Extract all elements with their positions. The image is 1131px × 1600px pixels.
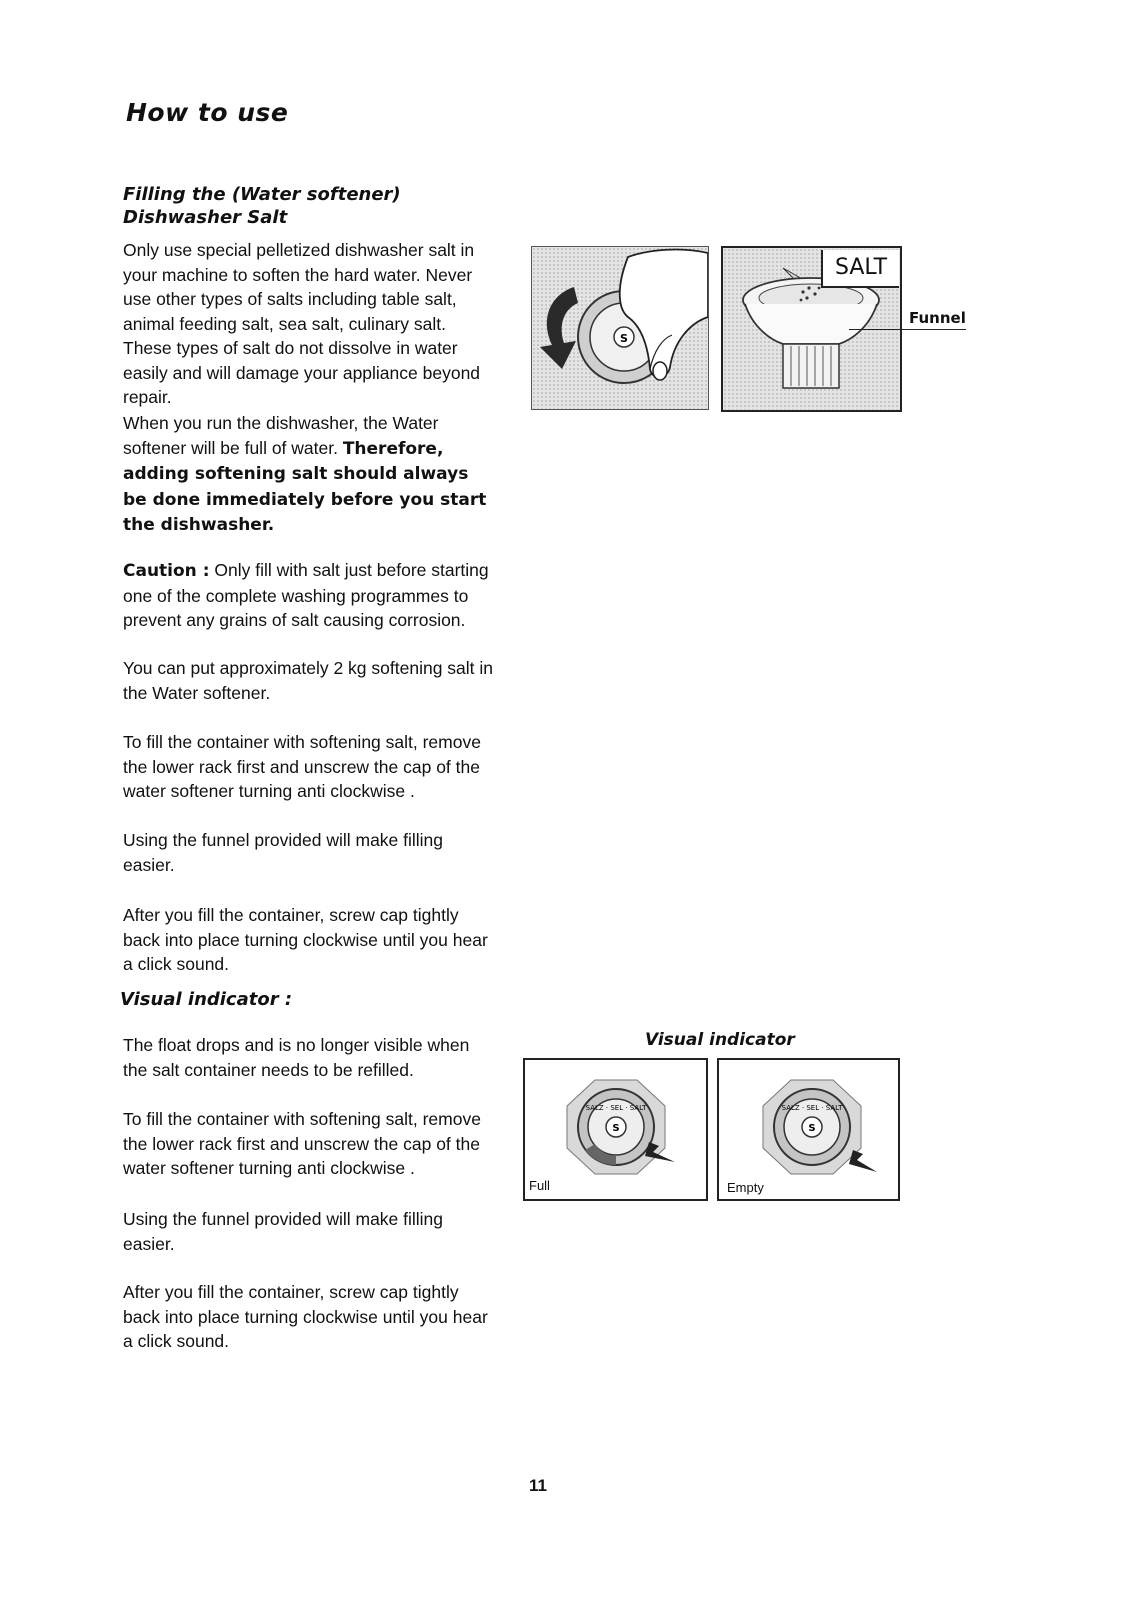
float-paragraph: The float drops and is no longer visible when the salt container needs to be refilled. [123,1035,470,1080]
full-cap-text: SALZ · SEL · SALT [585,1104,647,1112]
run-paragraph-normal: When you run the dishwasher, the Water softener will be full of water. [123,413,439,458]
cap-letter: S [620,332,628,345]
caution-label: Caution : [123,561,210,581]
close-cap-paragraph-2: After you fill the container, screw cap tightly back into place turning clockwise until you hear a click sound. [123,1282,488,1351]
salt-label: SALT [834,255,888,280]
fill-paragraph-2: To fill the container with softening salt, remove the lower rack first and unscrew the cap of the water softener turning anti clockwise . [123,1109,481,1178]
full-label: Full [529,1178,550,1193]
indicator-full-icon [525,1060,706,1199]
empty-cap-letter: S [808,1123,816,1134]
funnel-callout: Funnel [909,309,966,330]
section-heading-line1: Filling the (Water softener) [123,184,401,205]
run-paragraph-bold: Therefore, adding softening salt should always be done immediately before you start the dishwasher. [123,438,487,535]
caution-paragraph [123,558,495,633]
caution-text: Only fill with salt just before starting one of the complete washing programmes to prevent any grains of salt causing corrosion. [123,560,489,630]
capacity-paragraph: You can put approximately 2 kg softening salt in the Water softener. [123,658,494,703]
empty-label: Empty [727,1180,764,1195]
unscrew-cap-illustration [531,246,709,410]
empty-cap-text: SALZ · SEL · SALT [781,1104,843,1112]
close-cap-paragraph: After you fill the container, screw cap tightly back into place turning clockwise until you hear a click sound. [123,905,488,974]
run-paragraph [123,411,495,538]
visual-indicator-heading: Visual indicator : [120,989,293,1010]
intro-paragraph: Only use special pelletized dishwasher salt in your machine to soften the hard water. Never use other types of salts including table salt, animal feeding salt, sea salt, culinary salt. These types of salt do not dissolve in water easily and will damage your appliance beyond repair. [123,240,481,407]
fill-paragraph: To fill the container with softening salt, remove the lower rack first and unscrew the cap of the water softener turning anti clockwise . [123,732,481,801]
salt-label-box [821,250,899,288]
full-cap-letter: S [612,1123,620,1134]
indicator-empty-figure [717,1058,900,1201]
page-title: How to use [126,98,289,127]
indicator-empty-icon [719,1060,898,1199]
section-heading-line2: Dishwasher Salt [123,207,288,228]
indicator-full-figure [523,1058,708,1201]
page-number: 11 [529,1476,547,1495]
funnel-paragraph: Using the funnel provided will make filling easier. [123,830,444,875]
hand-unscrew-icon [532,247,708,409]
funnel-paragraph-2: Using the funnel provided will make filling easier. [123,1209,444,1254]
visual-indicator-caption: Visual indicator [645,1030,795,1050]
funnel-leader-line [849,329,909,330]
section-heading-salt [123,183,401,229]
